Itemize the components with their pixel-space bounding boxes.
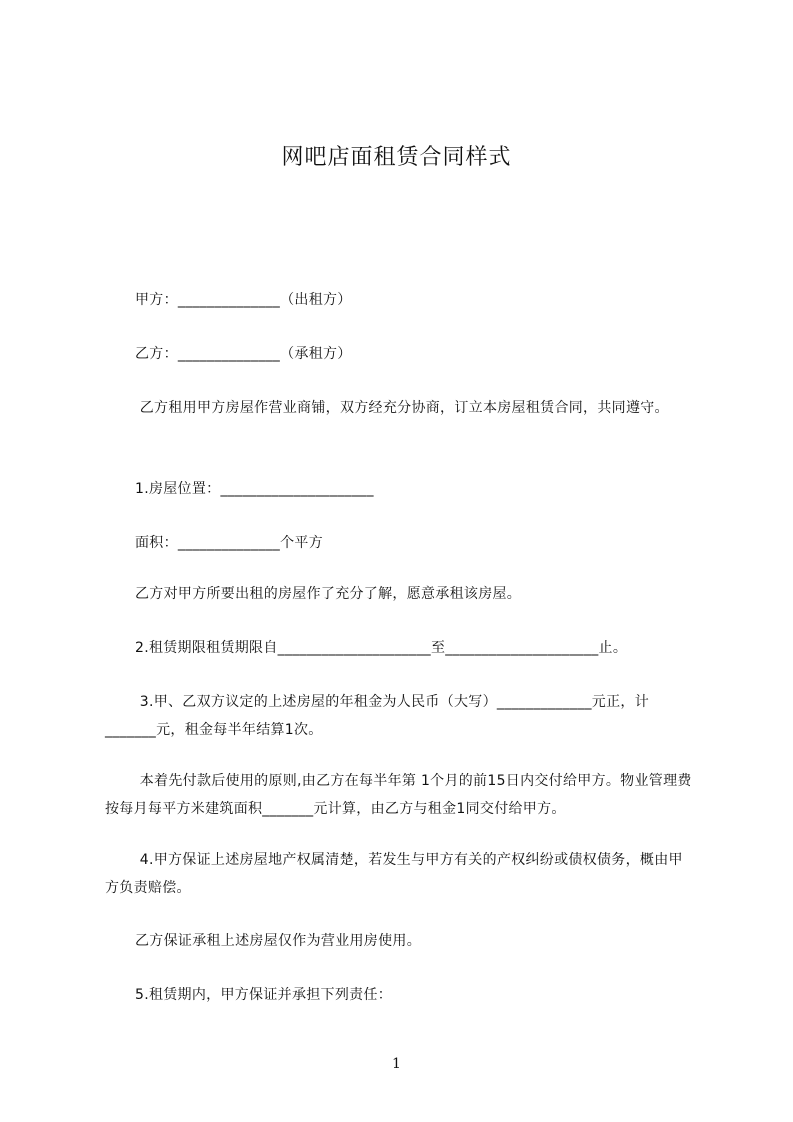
clause-1-acknowledgement: 乙方对甲方所要出租的房屋作了充分了解，愿意承租该房屋。 <box>135 586 522 602</box>
document-title: 网吧店面租赁合同样式 <box>281 145 512 170</box>
clause-4-usage: 乙方保证承租上述房屋仅作为营业用房使用。 <box>135 933 421 949</box>
clause-1-area: 面积：______________个平方 <box>135 535 323 551</box>
clause-1-location: 1.房屋位置：_____________________ <box>135 481 374 497</box>
clause-2-term: 2.租赁期限租赁期限自_____________________至_____________________止。 <box>135 640 628 656</box>
clause-5-heading: 5.租赁期内，甲方保证并承担下列责任： <box>135 987 393 1003</box>
party-a-line: 甲方：______________（出租方） <box>135 292 352 308</box>
party-b-line: 乙方：______________（承租方） <box>135 346 352 362</box>
page-number: 1 <box>392 1056 401 1072</box>
clause-4-title-guarantee: 4.甲方保证上述房屋地产权属清楚，若发生与甲方有关的产权纠纷或债权债务，概由甲方负责赔偿。 <box>105 852 683 896</box>
clause-3-rent: 3.甲、乙双方议定的上述房屋的年租金为人民币（大写）_____________元正，计_______元，租金每半年结算1次。 <box>105 694 650 738</box>
clause-3-payment: 本着先付款后使用的原则,由乙方在每半年第 1个月的前15日内交付给甲方。物业管理费按每月每平方米建筑面积_______元计算，由乙方与租金1同交付给甲方。 <box>105 773 692 817</box>
preamble-paragraph: 乙方租用甲方房屋作营业商铺，双方经充分协商，订立本房屋租赁合同，共同遵守。 <box>135 400 669 416</box>
